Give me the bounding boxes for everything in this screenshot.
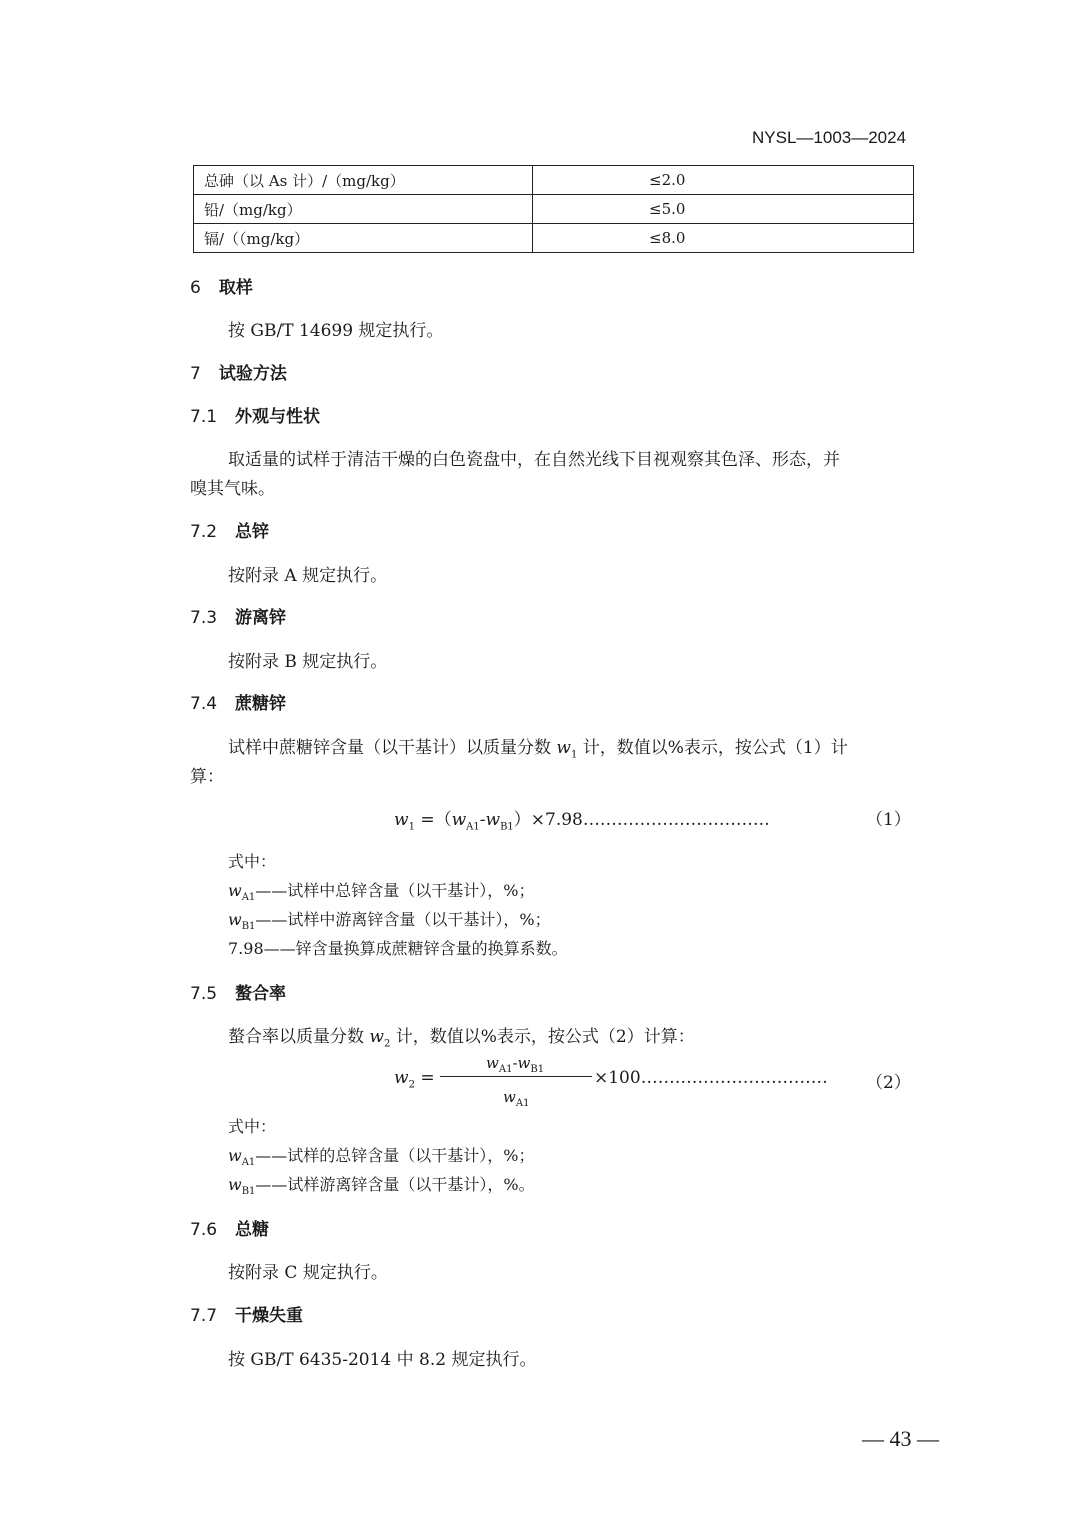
variable-subscript: B1 xyxy=(500,821,514,833)
section-title: 蔗糖锌 xyxy=(235,694,287,714)
where-description: ——锌含量换算成蔗糖锌含量的换算系数。 xyxy=(263,939,568,958)
section-title: 总糖 xyxy=(235,1220,270,1240)
section-heading-7-4 xyxy=(190,689,286,714)
section-title: 总锌 xyxy=(235,522,270,542)
section-7-7-text: 按 GB/T 6435-2014 中 8.2 规定执行。 xyxy=(228,1350,537,1370)
section-title: 螯合率 xyxy=(235,984,287,1004)
where-label: 式中： xyxy=(228,852,277,871)
text-run: 计，数值以%表示，按公式（2）计算： xyxy=(390,1027,695,1047)
where-description: ——试样的总锌含量（以干基计），%； xyxy=(255,1146,535,1165)
variable-subscript: A1 xyxy=(466,821,480,833)
variable: w xyxy=(228,1175,242,1194)
formula-leader-dots: …………………………… xyxy=(640,1068,828,1088)
formula-text: =（ xyxy=(414,810,452,830)
section-title: 取样 xyxy=(218,278,253,298)
section-title: 试验方法 xyxy=(218,364,287,384)
formula-text: - xyxy=(479,810,486,830)
section-7-1-text-line2: 嗅其气味。 xyxy=(190,479,275,499)
variable: w xyxy=(556,738,571,758)
section-7-3-text: 按附录 B 规定执行。 xyxy=(228,652,388,672)
table-cell-item: 镉/（（mg/kg） xyxy=(194,224,533,253)
text-run: 螯合率以质量分数 xyxy=(228,1027,370,1047)
formula-text: - xyxy=(512,1054,518,1072)
variable: w xyxy=(503,1088,516,1106)
section-title: 外观与性状 xyxy=(235,407,321,427)
variable-subscript: A1 xyxy=(498,1064,513,1075)
section-number: 7.3 xyxy=(190,608,218,628)
section-number: 7.4 xyxy=(190,694,218,714)
section-heading-7-2 xyxy=(190,517,269,542)
variable-subscript: 2 xyxy=(408,1079,415,1091)
section-7-4-intro-line2: 算： xyxy=(190,767,224,787)
variable-subscript: B1 xyxy=(241,921,256,933)
where-description: ——试样中总锌含量（以干基计），%； xyxy=(255,881,535,900)
table-row xyxy=(194,166,914,195)
section-heading-7 xyxy=(190,359,287,384)
section-title: 干燥失重 xyxy=(235,1306,304,1326)
variable: w xyxy=(394,1068,409,1088)
section-number: 7 xyxy=(190,364,201,384)
where-item xyxy=(228,1143,535,1168)
section-7-4-intro-line1 xyxy=(228,733,848,760)
where-description: ——试样游离锌含量（以干基计），%。 xyxy=(255,1175,535,1194)
variable: w xyxy=(451,810,467,830)
variable: w xyxy=(228,1146,242,1165)
fraction-bar xyxy=(440,1076,592,1077)
text-run: 试样中蔗糖锌含量（以干基计）以质量分数 xyxy=(228,738,557,758)
standard-code: NYSL—1003—2024 xyxy=(752,128,907,147)
formula-text: = xyxy=(414,1068,435,1088)
section-number: 7.1 xyxy=(190,407,218,427)
page-number: — 43 — xyxy=(862,1426,939,1451)
variable-subscript: B1 xyxy=(530,1064,545,1075)
section-number: 7.7 xyxy=(190,1306,218,1326)
section-7-6-text: 按附录 C 规定执行。 xyxy=(228,1263,388,1283)
formula-text: ×100 xyxy=(594,1068,641,1088)
section-heading-7-7 xyxy=(190,1301,303,1326)
table-cell-item: 总砷（以 As 计）/（mg/kg） xyxy=(194,166,533,195)
table-cell-value: ≤2.0 xyxy=(533,166,914,195)
where-item xyxy=(228,1172,535,1197)
formula-2-label: （2） xyxy=(866,1073,911,1093)
limits-table xyxy=(193,165,914,253)
where-item xyxy=(228,878,535,903)
variable: w xyxy=(369,1027,384,1047)
variable: w xyxy=(394,810,409,830)
section-7-2-text: 按附录 A 规定执行。 xyxy=(228,566,388,586)
formula-text: ）×7.98 xyxy=(513,810,583,830)
formula-2-denominator xyxy=(503,1088,529,1109)
table-cell-value: ≤8.0 xyxy=(533,224,914,253)
variable-subscript: 2 xyxy=(383,1038,391,1050)
section-number: 7.5 xyxy=(190,984,218,1004)
formula-2-numerator xyxy=(486,1054,544,1075)
formula-1-label: （1） xyxy=(866,810,911,830)
section-number: 6 xyxy=(190,278,201,298)
section-heading-7-6 xyxy=(190,1215,269,1240)
constant: 7.98 xyxy=(228,939,264,958)
section-7-5-intro xyxy=(228,1022,695,1049)
table-row xyxy=(194,224,914,253)
section-heading-7-5 xyxy=(190,979,286,1004)
table-cell-item: 铅/（mg/kg） xyxy=(194,195,533,224)
formula-2-tail xyxy=(594,1068,828,1088)
where-item xyxy=(228,907,551,932)
section-heading-7-1 xyxy=(190,402,320,427)
section-number: 7.2 xyxy=(190,522,218,542)
variable: w xyxy=(228,910,242,929)
formula-leader-dots: …………………………… xyxy=(582,810,770,830)
variable: w xyxy=(485,810,501,830)
formula-2-lhs xyxy=(394,1068,435,1090)
section-7-1-text-line1: 取适量的试样于清洁干燥的白色瓷盘中，在自然光线下目视观察其色泽、形态，并 xyxy=(228,450,840,470)
section-number: 7.6 xyxy=(190,1220,218,1240)
where-label: 式中： xyxy=(228,1117,277,1136)
variable-subscript: 1 xyxy=(570,749,578,761)
table-row xyxy=(194,195,914,224)
variable-subscript: A1 xyxy=(241,1157,256,1169)
section-6-text: 按 GB/T 14699 规定执行。 xyxy=(228,321,444,341)
section-title: 游离锌 xyxy=(235,608,287,628)
formula-1 xyxy=(394,805,770,832)
where-item xyxy=(228,936,568,959)
section-heading-6 xyxy=(190,273,253,298)
variable-subscript: B1 xyxy=(241,1186,256,1198)
table-cell-value: ≤5.0 xyxy=(533,195,914,224)
variable-subscript: 1 xyxy=(408,821,415,833)
section-heading-7-3 xyxy=(190,603,286,628)
text-run: 计，数值以%表示，按公式（1）计 xyxy=(577,738,848,758)
variable-subscript: A1 xyxy=(515,1098,530,1109)
variable: w xyxy=(517,1054,531,1072)
where-description: ——试样中游离锌含量（以干基计），%； xyxy=(255,910,551,929)
variable-subscript: A1 xyxy=(241,892,256,904)
variable: w xyxy=(228,881,242,900)
variable: w xyxy=(486,1054,499,1072)
